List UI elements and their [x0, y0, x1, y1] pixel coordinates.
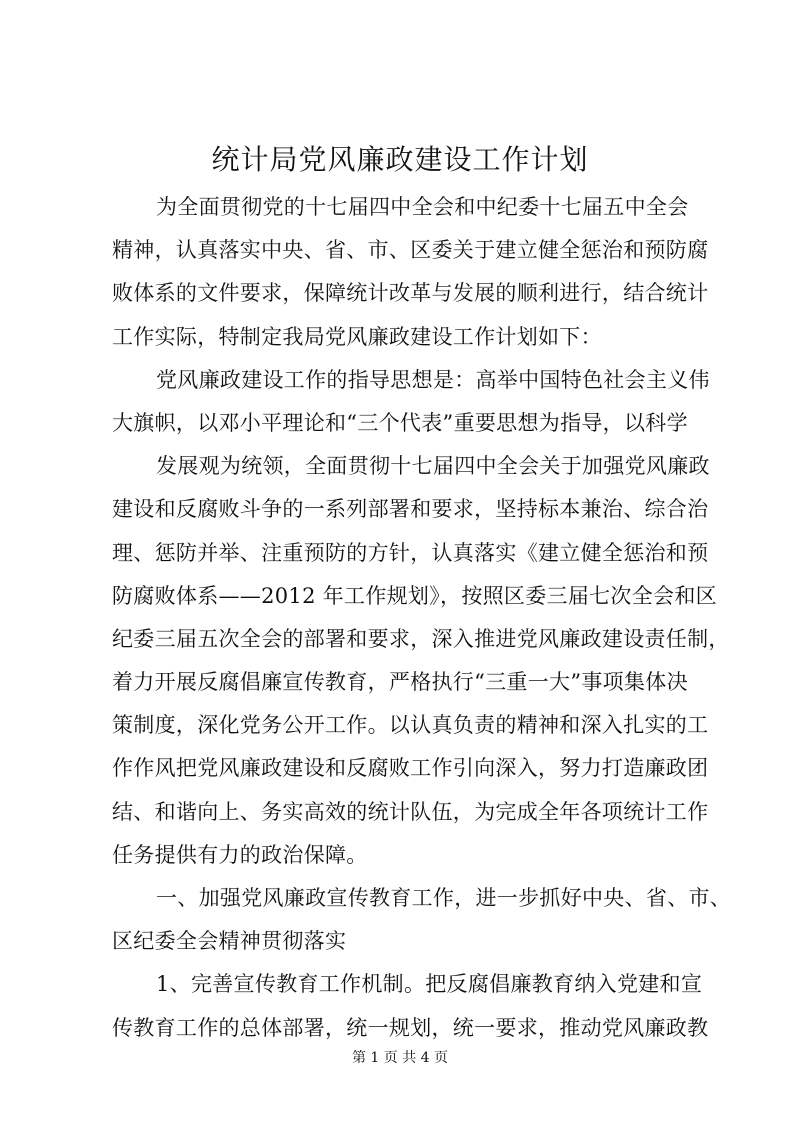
paragraph-line: 工作实际，特制定我局党风廉政建设工作计划如下：	[112, 324, 602, 349]
paragraph-line: 作作风把党风廉政建设和反腐败工作引向深入，努力打造廉政团	[112, 756, 709, 781]
paragraph-line: 着力开展反腐倡廉宣传教育，严格执行“三重一大”事项集体决	[112, 670, 688, 695]
page-number: 第 1 页 共 4 页	[351, 1050, 449, 1066]
paragraph-line: 结、和谐向上、务实高效的统计队伍，为完成全年各项统计工作	[112, 799, 709, 824]
paragraph-line: 败体系的文件要求，保障统计改革与发展的顺利进行，结合统计	[112, 281, 709, 306]
paragraph-line: 策制度，深化党务公开工作。以认真负责的精神和深入扎实的工	[112, 713, 709, 738]
paragraph-line: 党风廉政建设工作的指导思想是：高举中国特色社会主义伟	[156, 367, 710, 392]
paragraph-line: 传教育工作的总体部署，统一规划，统一要求，推动党风廉政教	[112, 1015, 709, 1040]
paragraph-line: 为全面贯彻党的十七届四中全会和中纪委十七届五中全会	[156, 195, 689, 219]
document-title: 统计局党风廉政建设工作计划	[211, 143, 589, 176]
paragraph-line: 理、惩防并举、注重预防的方针，认真落实《建立健全惩治和预	[112, 540, 709, 565]
paragraph-line: 纪委三届五次全会的部署和要求，深入推进党风廉政建设责任制，	[112, 626, 730, 651]
paragraph-line: 任务提供有力的政治保障。	[112, 842, 368, 867]
section-heading-line: 区纪委全会精神贯彻落实	[112, 929, 347, 954]
document-body	[112, 186, 732, 1050]
paragraph-line: 防腐败体系——2012 年工作规划》，按照区委三届七次全会和区	[112, 583, 717, 608]
paragraph-line: 大旗帜，以邓小平理论和“三个代表”重要思想为指导，以科学	[112, 410, 688, 435]
section-heading-line: 一、加强党风廉政宣传教育工作，进一步抓好中央、省、市、	[156, 886, 732, 910]
paragraph-line: 发展观为统领，全面贯彻十七届四中全会关于加强党风廉政	[156, 454, 710, 479]
paragraph-line: 建设和反腐败斗争的一系列部署和要求，坚持标本兼治、综合治	[112, 497, 709, 522]
paragraph-line: 1、完善宣传教育工作机制。把反腐倡廉教育纳入党建和宣	[156, 972, 703, 997]
paragraph-line: 精神，认真落实中央、省、市、区委关于建立健全惩治和预防腐	[112, 238, 709, 263]
